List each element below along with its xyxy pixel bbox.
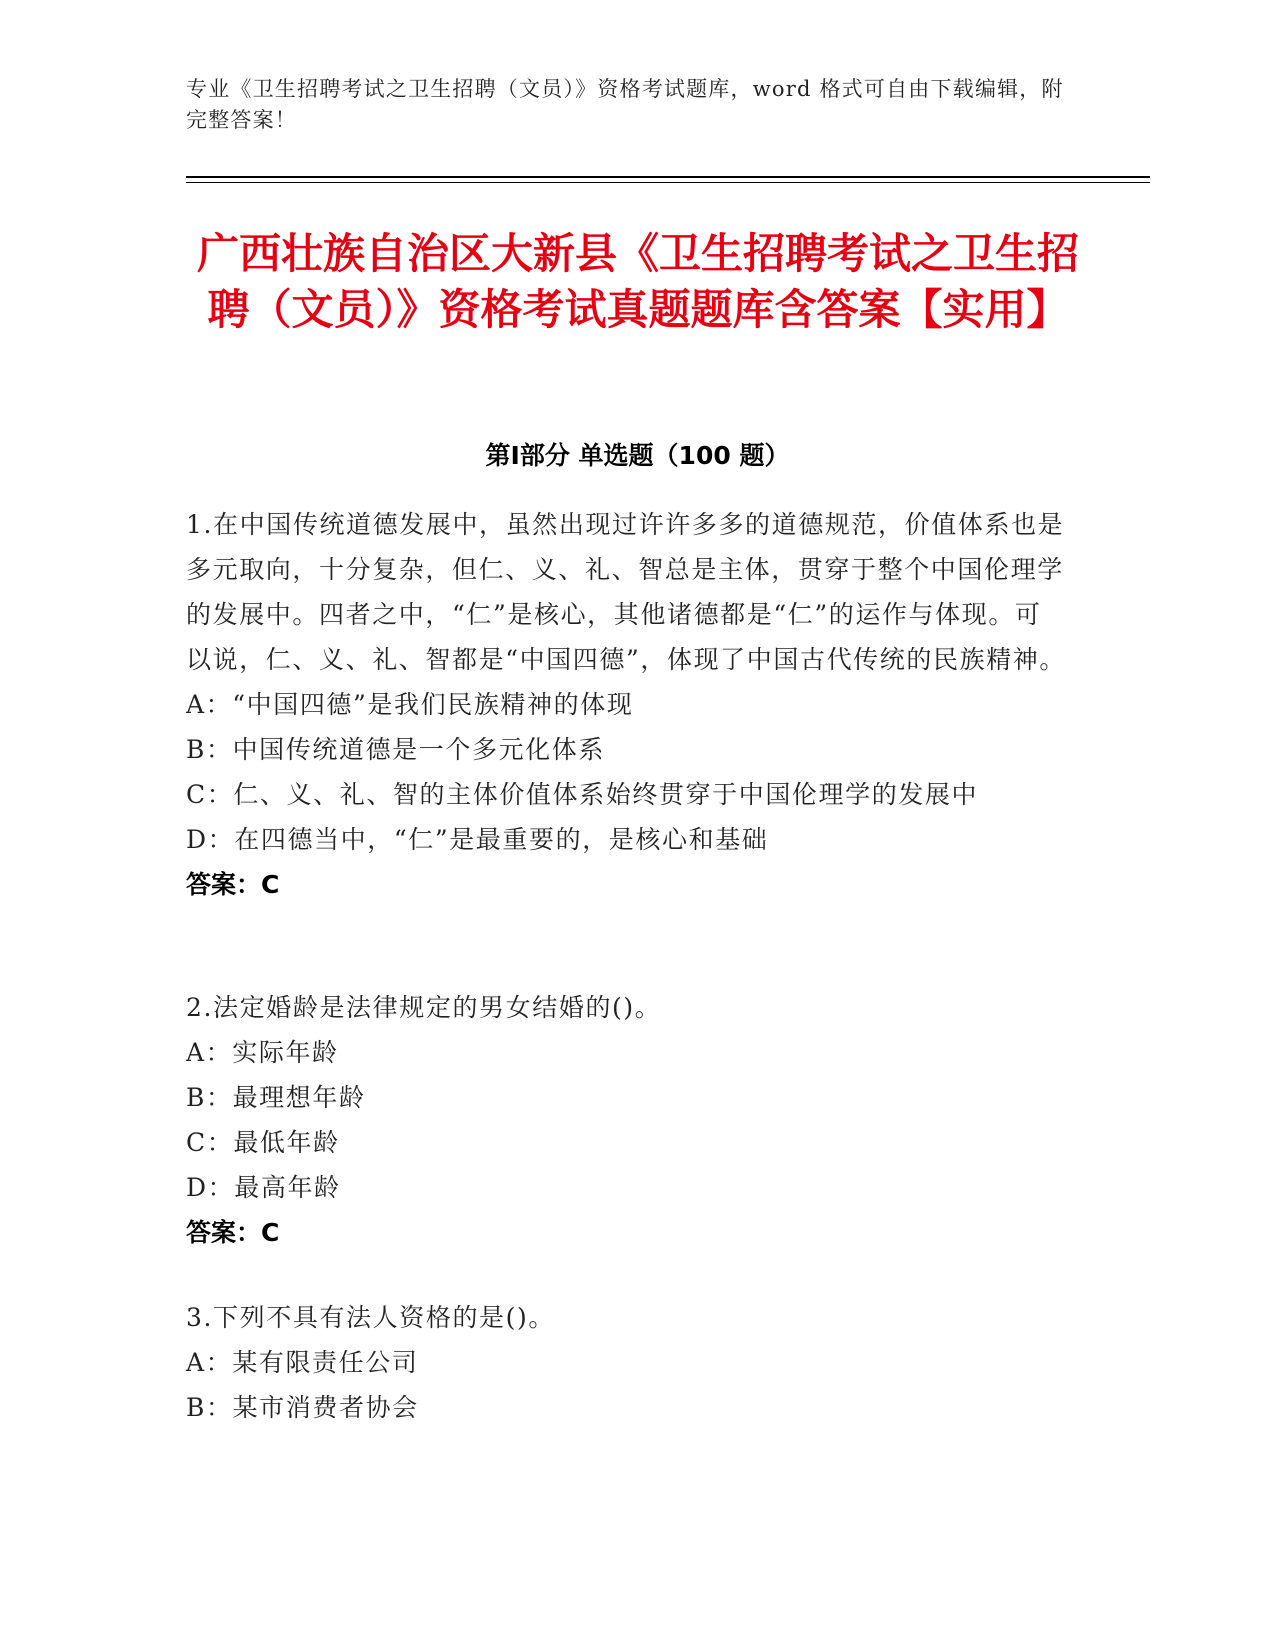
question-stem: 1.在中国传统道德发展中，虽然出现过许许多多的道德规范，价值体系也是多元取向，十分复杂，但仁、义、礼、智总是主体，贯穿于整个中国伦理学的发展中。四者之中，“仁”是核心，其他诸德都是“仁”的运作与体现。可以说，仁、义、礼、智都是“中国四德”，体现了中国古代传统的民族精神。 [186,510,1066,674]
option-a: A：某有限责任公司 [186,1348,419,1377]
header-note: 专业《卫生招聘考试之卫生招聘（文员）》资格考试题库，word 格式可自由下载编辑，附完整答案！ [186,77,1064,132]
header-divider-thin [186,182,1150,183]
option-a: A：“中国四德”是我们民族精神的体现 [186,690,634,719]
option-b: B：中国传统道德是一个多元化体系 [186,735,605,764]
question-1 [186,502,1066,907]
option-d: D：最高年龄 [186,1173,341,1202]
document-title: 广西壮族自治区大新县《卫生招聘考试之卫生招聘（文员）》资格考试真题题库含答案【实用】 [196,229,1079,334]
answer: 答案：C [186,870,280,899]
question-stem: 3.下列不具有法人资格的是()。 [186,1303,555,1332]
answer: 答案：C [186,1218,280,1247]
option-c: C：仁、义、礼、智的主体价值体系始终贯穿于中国伦理学的发展中 [186,780,979,809]
option-b: B：最理想年龄 [186,1083,366,1112]
header-divider-thick [186,176,1150,178]
question-2 [186,985,1066,1255]
section-heading: 第Ⅰ部分 单选题（100 题） [485,441,790,470]
option-c: C：最低年龄 [186,1128,340,1157]
question-3 [186,1295,1066,1430]
option-d: D：在四德当中，“仁”是最重要的，是核心和基础 [186,825,769,854]
option-a: A：实际年龄 [186,1038,339,1067]
question-stem: 2.法定婚龄是法律规定的男女结婚的()。 [186,993,662,1022]
option-b: B：某市消费者协会 [186,1393,419,1422]
